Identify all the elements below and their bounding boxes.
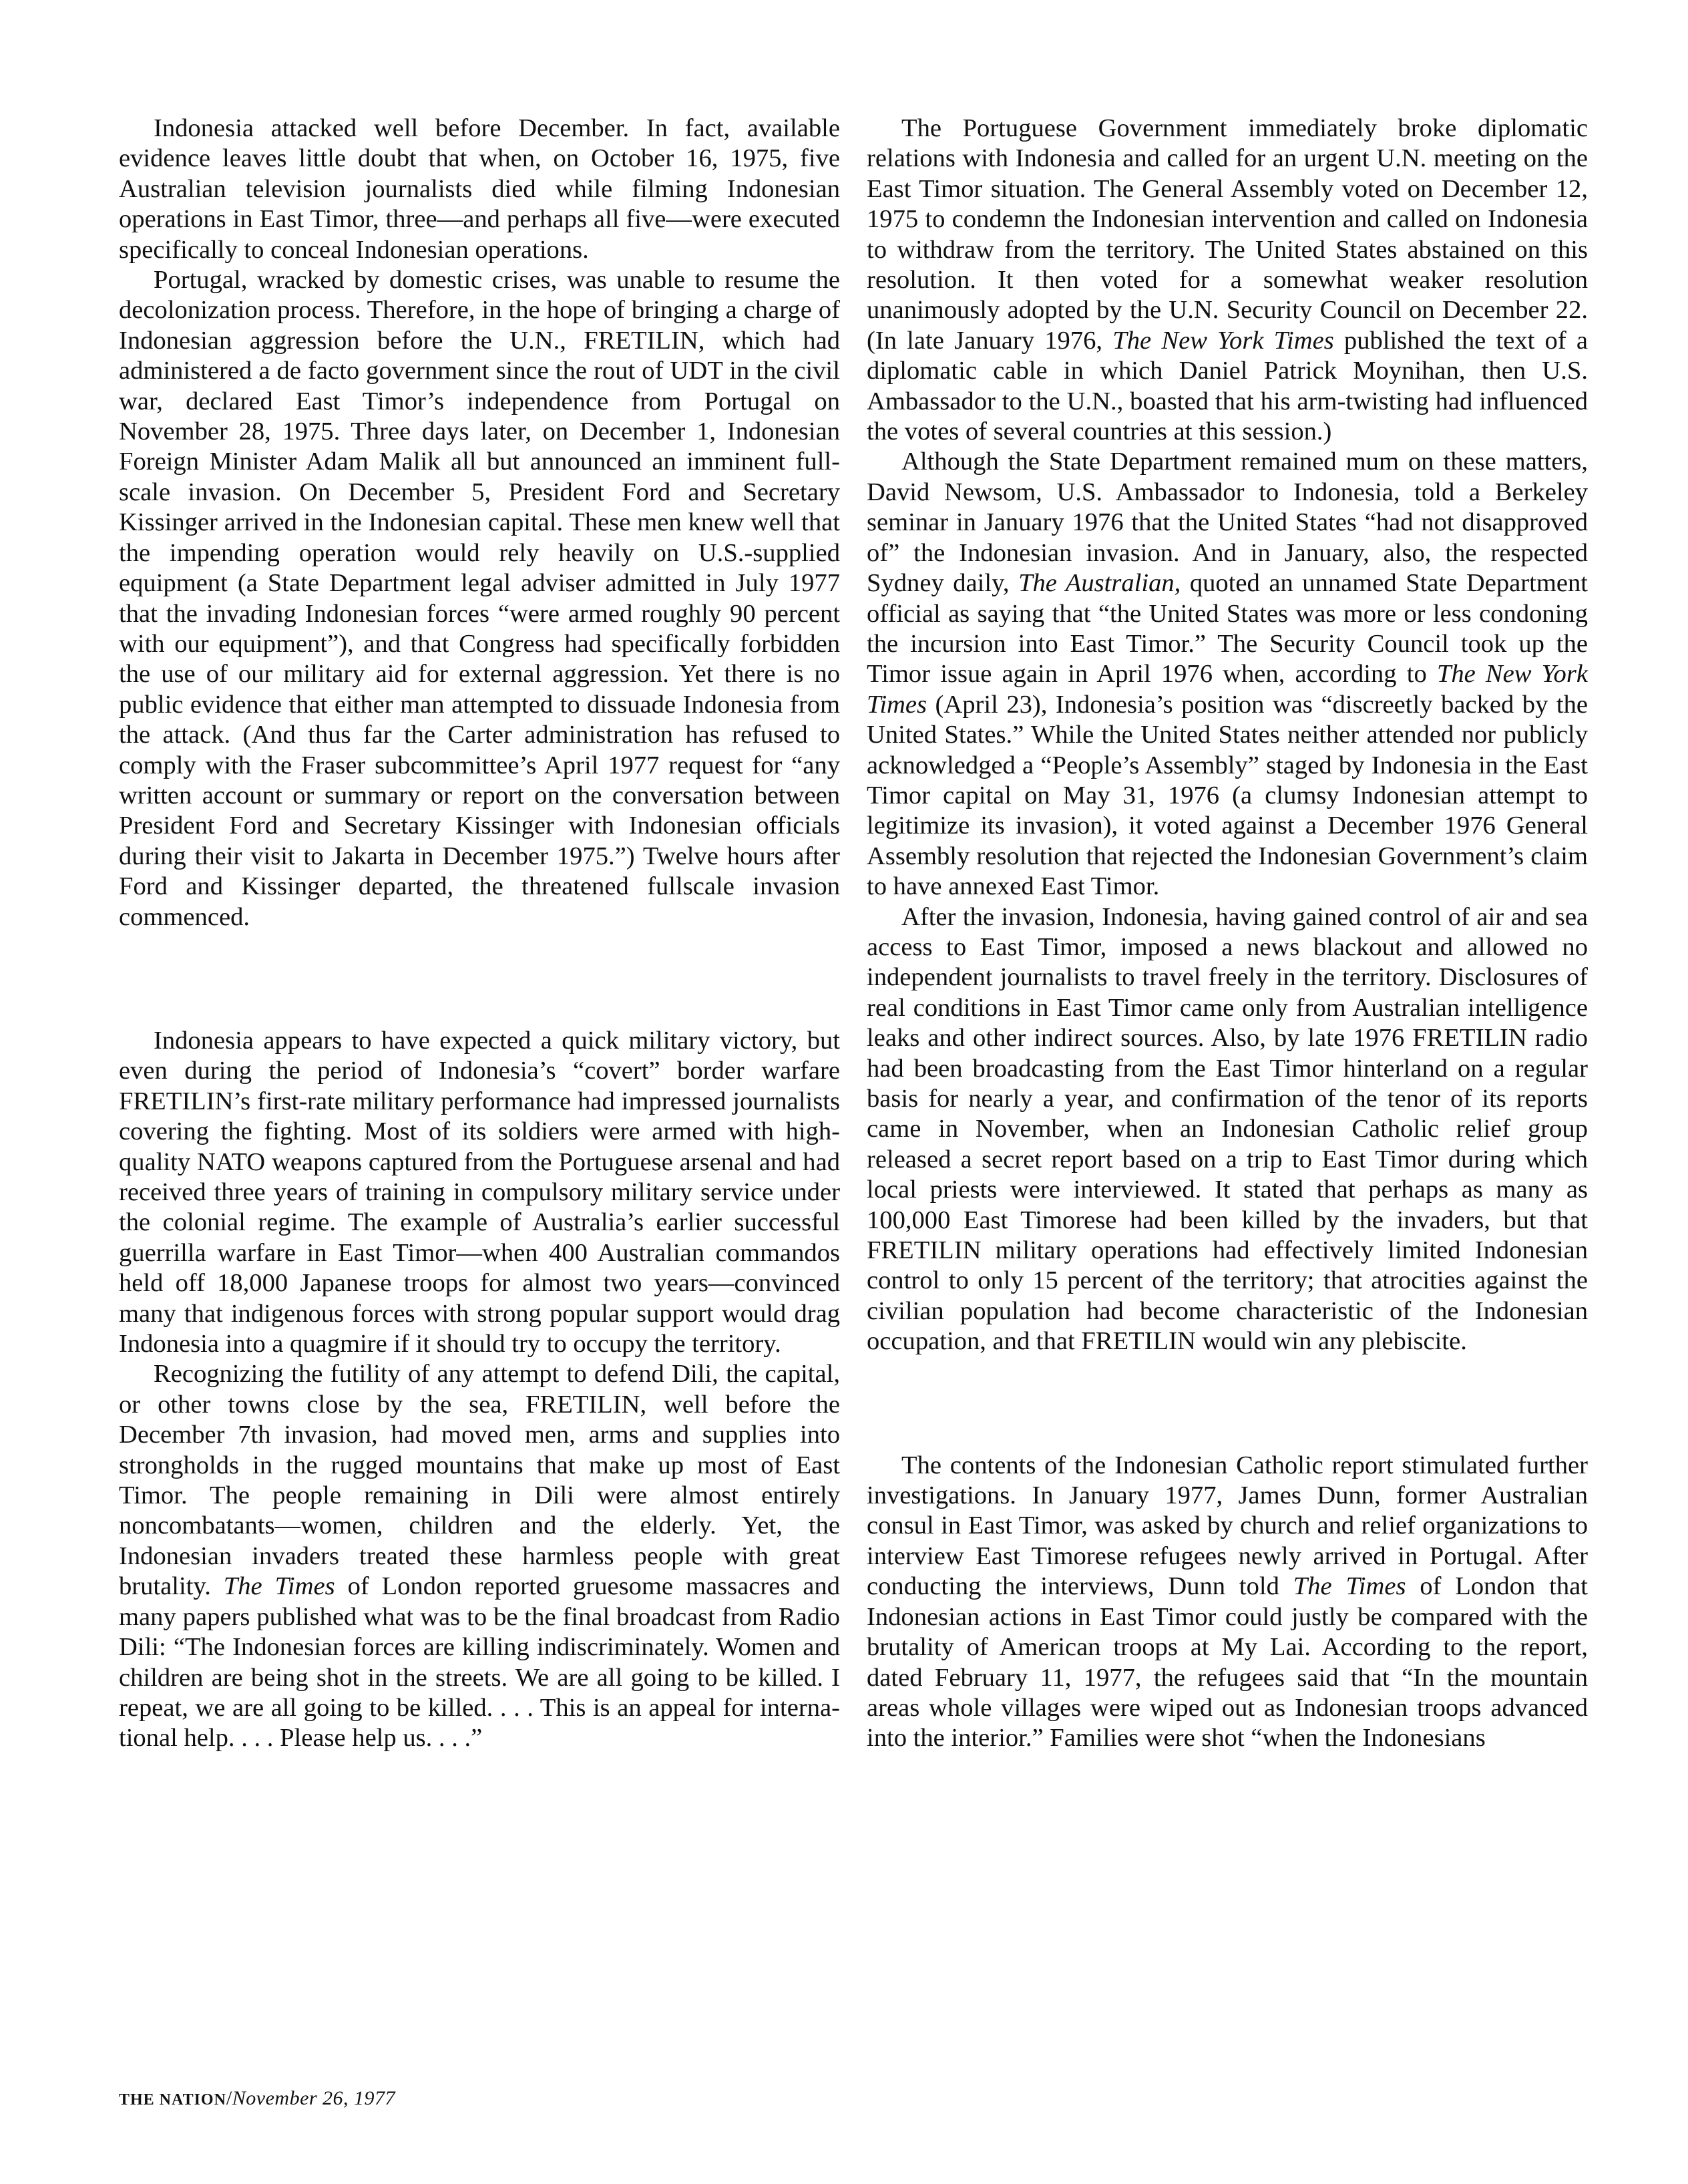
paragraph: Indonesia appears to have expected a quick military victory, but even during the period of Indonesia’s “covert” border warfare FRETILIN’s first-rate military performance had impressed journalists covering the fighting. Most of its soldiers were armed with high-quality NATO weapons captured from the Portuguese arsenal and had received three years of training in compulsory military service under the colonial regime. The example of Australia’s earlier successful guerrilla warfare in East Timor—when 400 Australian commandos held off 18,000 Japanese troops for almost two years—convinced many that indigenous forces with strong popular support would drag Indonesia into a quagmire if it should try to occupy the territory.: [119, 1026, 840, 1358]
left-column: [119, 114, 840, 1754]
text-run: The contents of the Indonesian Catholic report stimulated further investigations. In January 1977, James Dunn, former Australian consul in East Timor, was asked by church and relief organizations to interview East Timorese refugees newly arrived in Portugal. After conducting the interviews, Dunn told: [867, 1451, 1588, 1601]
paragraph: [867, 114, 1588, 447]
page-footer: [119, 2087, 395, 2110]
publication-title: The New York Times: [867, 660, 1588, 719]
magazine-name: THE NATION: [119, 2091, 226, 2109]
text-run: Although the State Department remained mum on these matters, David Newsom, U.S. Ambassador to Indonesia, told a Berkeley seminar in January 1976 that the United States “had not disapproved of” the Indonesian invasion. And in January, also, the respected Sydney daily,: [867, 447, 1588, 598]
publication-title: The Times: [223, 1572, 335, 1601]
footer-separator: /: [226, 2087, 232, 2109]
issue-date: November 26, 1977: [232, 2087, 396, 2109]
section-break: [867, 1357, 1588, 1451]
text-run: The Portuguese Government immediately broke diplomatic relations with Indonesia and called for an urgent U.N. meeting on the East Timor situation. The General Assembly voted on December 12, 1975 to condemn the Indonesian intervention and called on Indonesia to withdraw from the territory. The United States abstained on this resolution. It then voted for a somewhat weaker resolution unanimously adopted by the U.N. Security Council on December 22. (In late January 1976,: [867, 114, 1588, 355]
publication-title: The Australian,: [1018, 569, 1181, 598]
paragraph: After the invasion, Indonesia, having gained control of air and sea access to East Timor, imposed a news blackout and allowed no independent journalists to travel freely in the territory. Disclosures of real conditions in East Timor came only from Australian intelligence leaks and other indirect sources. Also, by late 1976 FRETILIN radio had been broadcasting from the East Timor hinterland on a regular basis for nearly a year, and confirmation of the tenor of its reports came in November, when an Indonesian Catholic relief group released a secret report based on a trip to East Timor during which local priests were interviewed. It stated that perhaps as many as 100,000 East Timorese had been killed by the invaders, but that FRETILIN military operations had effectively limited Indonesian control to only 15 percent of the territory; that atrocities against the civilian population had become characteristic of the Indonesian occupation, and that FRETILIN would win any plebiscite.: [867, 902, 1588, 1356]
paragraph: Indonesia attacked well before December. In fact, available evidence leaves little doubt that when, on October 16, 1975, five Australian television journalists died while filming Indonesian operations in East Timor, three—and perhaps all five—were executed specifically to conceal Indonesian operations.: [119, 114, 840, 264]
text-run: of London reported gruesome massacres and many papers published what was to be the final broadcast from Radio Dili: “The Indonesian forces are killing indiscriminately. Women and children are being shot in the streets. We are all going to be killed. I repeat, we are all going to be killed. . . . This is an appeal for international help. . . . Please help us. . . .”: [119, 1572, 840, 1753]
text-run: of London that Indonesian actions in East Timor could justly be compared with the brutality of American troops at My Lai. According to the report, dated February 11, 1977, the refugees said that “In the mountain areas whole villages were wiped out as Indonesian troops advanced into the interior.” Families were shot “when the Indonesians: [867, 1572, 1588, 1753]
publication-title: The New York Times: [1112, 326, 1334, 355]
text-run: (April 23), Indonesia’s position was “discreetly backed by the United States.” While the United States neither attended nor publicly acknowledged a “People’s Assembly” staged by Indonesia in the East Timor capital on May 31, 1976 (a clumsy Indonesian attempt to legitimize its invasion), it voted against a December 1976 General Assembly resolution that rejected the Indonesian Government’s claim to have annexed East Timor.: [867, 690, 1588, 901]
paragraph: [119, 1359, 840, 1753]
right-column: [867, 114, 1588, 1754]
text-run: published the text of a diplomatic cable in which Daniel Patrick Moynihan, then U.S. Ambassador to the U.N., boasted that his arm-twisting had influenced the votes of several countries at this session.): [867, 326, 1588, 446]
text-run: Recognizing the futility of any attempt to defend Dili, the capital, or other towns close by the sea, FRETILIN, well before the December 7th invasion, had moved men, arms and supplies into strongholds in the rugged mountains that make up most of East Timor. The people remaining in Dili were almost entirely noncombatants—women, children and the elderly. Yet, the Indonesian invaders treated these harmless people with great brutality.: [119, 1360, 840, 1601]
section-break: [119, 932, 840, 1026]
text-run: quoted an unnamed State Department official as saying that “the United States was more or less condoning the incursion into East Timor.” The Security Council took up the Timor issue again in April 1976 when, according to: [867, 569, 1588, 689]
publication-title: The Times: [1293, 1572, 1406, 1601]
paragraph: [867, 1451, 1588, 1754]
paragraph: [867, 447, 1588, 902]
paragraph: Portugal, wracked by domestic crises, was unable to resume the decolonization process. Therefore, in the hope of bringing a charge of Indonesian aggression before the U.N., FRETILIN, which had administered a de facto government since the rout of UDT in the civil war, declared East Timor’s independence from Portugal on November 28, 1975. Three days later, on December 1, Indonesian Foreign Minister Adam Malik all but announced an imminent full-scale invasion. On December 5, President Ford and Secretary Kissinger arrived in the Indonesian capital. These men knew well that the impending operation would rely heavily on U.S.-supplied equipment (a State Department legal adviser admitted in July 1977 that the invading Indonesian forces “were armed roughly 90 percent with our equipment”), and that Congress had specifically forbidden the use of our military aid for external aggression. Yet there is no public evidence that either man attempted to dissuade Indonesia from the attack. (And thus far the Carter administration has refused to comply with the Fraser subcommittee’s April 1977 request for “any written account or summary or report on the conversation between President Ford and Secretary Kissinger with Indonesian officials during their visit to Jakarta in December 1975.”) Twelve hours after Ford and Kissinger departed, the threatened fullscale invasion commenced.: [119, 266, 840, 931]
